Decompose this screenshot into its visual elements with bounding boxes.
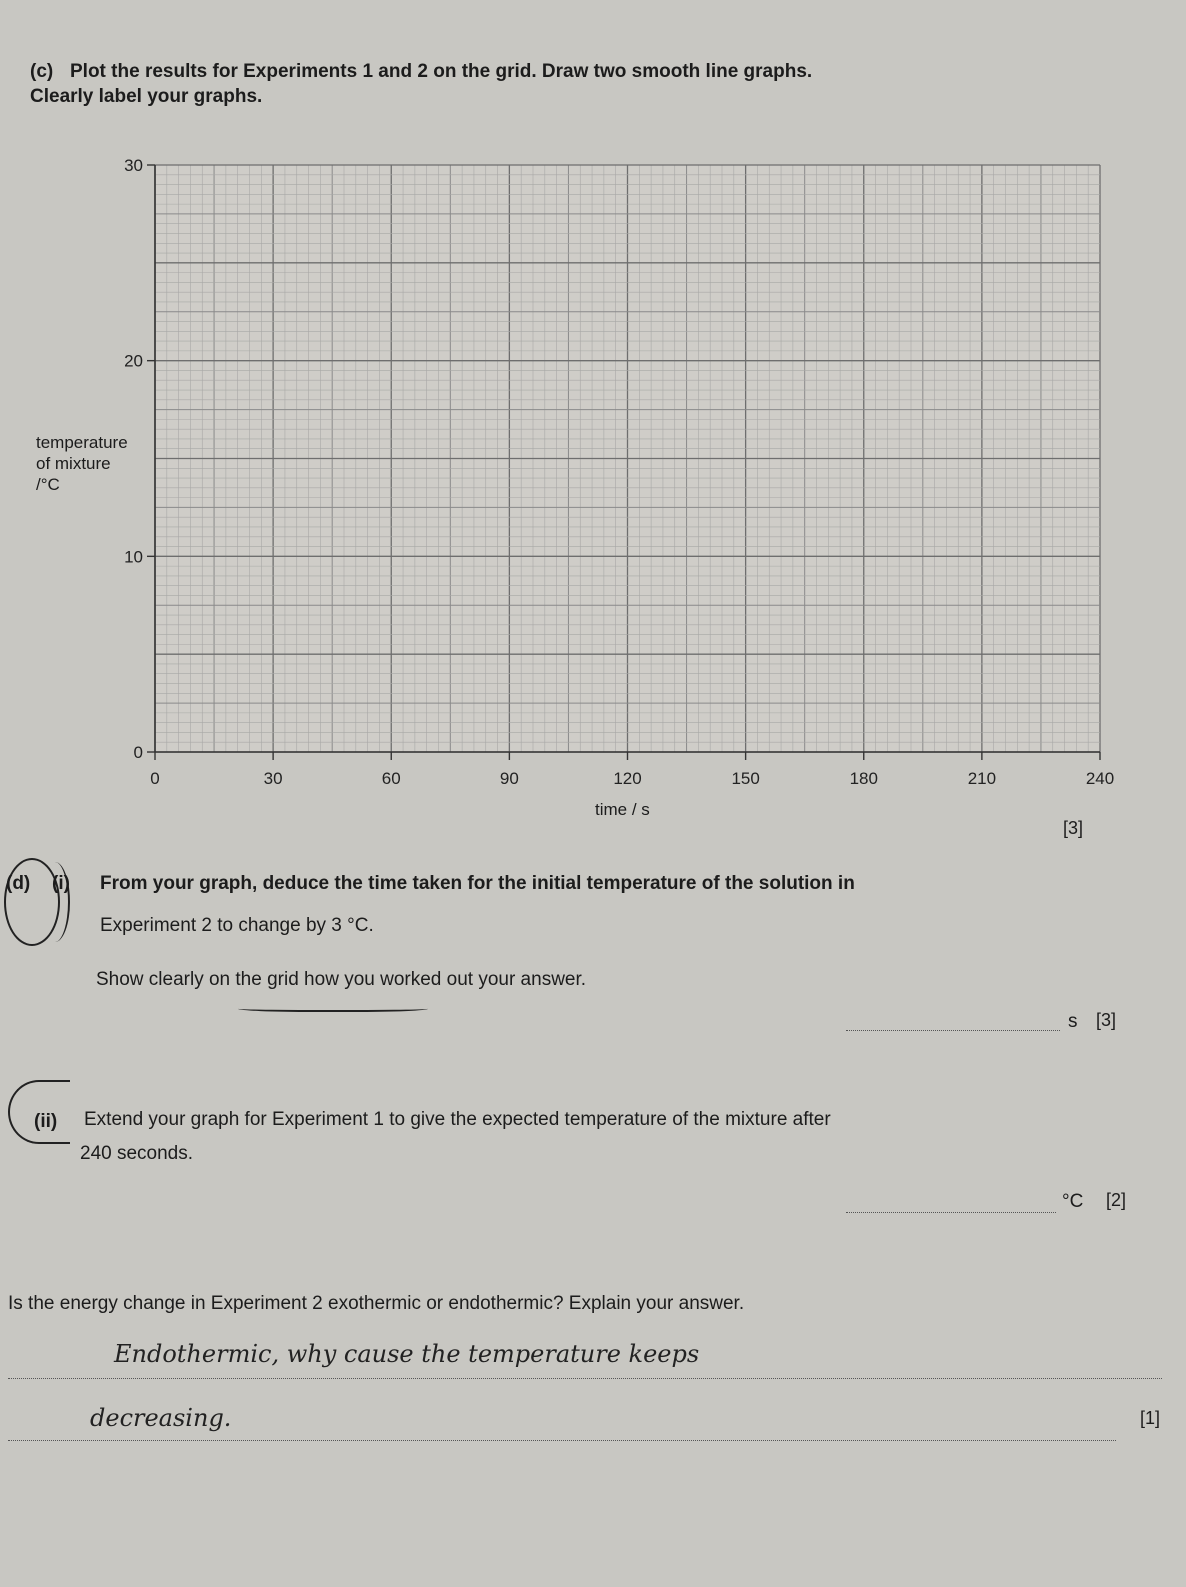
y-tick-label: 0	[133, 743, 143, 762]
x-tick-label: 120	[613, 769, 642, 788]
part-c-label: (c)	[30, 61, 54, 82]
part-d-label: (d)	[6, 873, 31, 894]
answer-line-d-i[interactable]	[846, 1030, 1060, 1031]
x-tick-label: 240	[1085, 769, 1115, 788]
y-tick-label: 30	[124, 156, 143, 175]
x-axis-label: time / s	[595, 800, 650, 819]
part-d-ii-question: Extend your graph for Experiment 1 to give the expected temperature of the mixture after	[84, 1109, 831, 1130]
part-c-instruction-2: Clearly label your graphs.	[30, 86, 263, 107]
part-d-i-question-2: Experiment 2 to change by 3 °C.	[100, 915, 374, 936]
part-d-ii-marks: [2]	[1106, 1190, 1127, 1210]
y-axis-label-line2: of mixture	[36, 454, 111, 473]
part-d-ii-unit: °C	[1062, 1191, 1084, 1212]
part-d-ii-question-2: 240 seconds.	[80, 1143, 194, 1164]
x-tick-label: 30	[263, 769, 283, 788]
part-d-i-label: (i)	[52, 873, 70, 894]
part-d-i-unit: s	[1068, 1011, 1078, 1032]
part-d-i-instruction: Show clearly on the grid how you worked out your answer.	[96, 969, 587, 990]
y-axis-label-unit: /°C	[36, 475, 60, 494]
x-tick-label: 90	[499, 769, 519, 788]
y-tick-label: 10	[124, 547, 143, 567]
part-d-i-marks: [3]	[1096, 1010, 1117, 1030]
answer-line-e-1	[8, 1378, 1162, 1379]
part-e-marks: [1]	[1140, 1408, 1161, 1428]
x-tick-label: 0	[150, 769, 160, 788]
part-e-question: Is the energy change in Experiment 2 exothermic or endothermic? Explain your answer.	[8, 1293, 745, 1314]
handwritten-answer-1[interactable]: Endothermic, why cause the temperature keeps	[114, 1340, 700, 1368]
y-tick-label: 20	[124, 351, 143, 371]
part-c-instruction: Plot the results for Experiments 1 and 2 on the grid. Draw two smooth line graphs.	[70, 61, 813, 82]
handwritten-answer-2[interactable]: decreasing.	[90, 1404, 232, 1432]
underline-mark	[238, 1004, 428, 1012]
y-axis-label	[36, 432, 128, 495]
answer-line-e-2	[8, 1440, 1116, 1441]
part-c-marks: [3]	[1063, 818, 1084, 838]
x-tick-label: 60	[381, 769, 401, 788]
y-axis-label-line1: temperature	[36, 433, 128, 452]
part-d-i-question: From your graph, deduce the time taken for the initial temperature of the solution in	[100, 873, 855, 894]
part-d-ii-label: (ii)	[34, 1111, 58, 1132]
x-tick-label: 210	[967, 769, 997, 788]
x-tick-label: 180	[849, 769, 878, 788]
answer-line-d-ii[interactable]	[846, 1212, 1056, 1213]
x-tick-label: 150	[731, 769, 760, 788]
